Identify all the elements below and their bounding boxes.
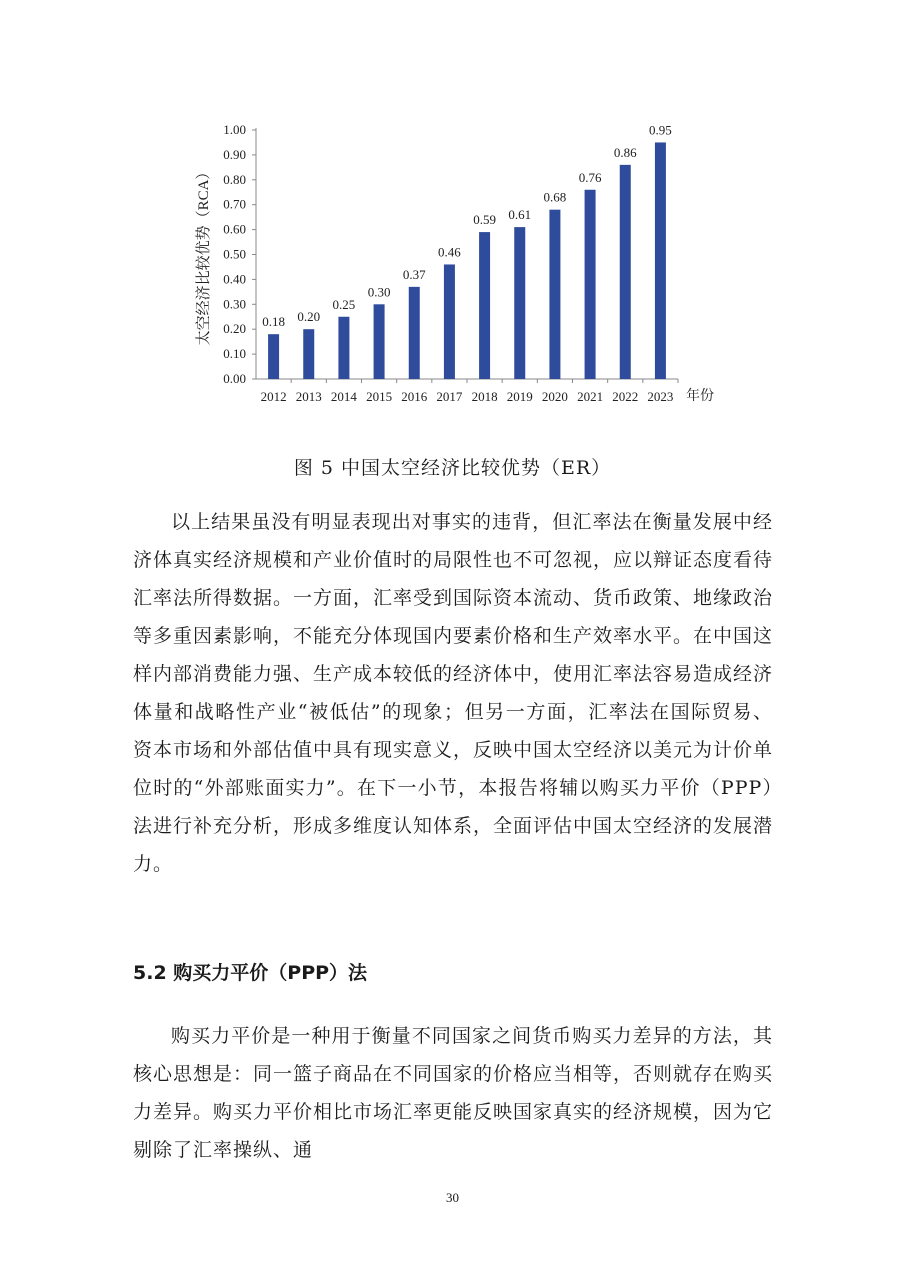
bar-2013 [303, 329, 314, 379]
bar-2014 [338, 317, 349, 379]
x-tick-label-2016: 2016 [401, 389, 428, 404]
bar-2021 [585, 190, 596, 379]
y-tick-label: 0.40 [223, 271, 246, 287]
bar-2015 [374, 304, 385, 379]
bar-value-label-2018: 0.59 [473, 212, 496, 228]
y-tick-label: 0.70 [223, 196, 246, 212]
x-tick-label-2018: 2018 [471, 389, 498, 404]
y-axis-label: 太空经济比较优势（RCA） [196, 164, 212, 346]
x-tick-label-2015: 2015 [366, 389, 393, 404]
x-axis-ticks [261, 379, 678, 404]
bar-value-label-2013: 0.20 [297, 309, 321, 325]
y-tick-label: 0.60 [223, 221, 246, 237]
y-tick-label: 0.10 [223, 346, 246, 362]
section-heading: 5.2 购买力平价（PPP）法 [133, 962, 368, 984]
x-tick-label-2019: 2019 [506, 389, 533, 404]
page-number: 30 [446, 1190, 459, 1205]
bar-value-label-2019: 0.61 [508, 207, 532, 223]
chart-bars [268, 142, 666, 379]
bar-2012 [268, 334, 279, 379]
bar-2023 [655, 142, 666, 379]
y-tick-label: 0.30 [223, 296, 246, 312]
x-tick-label-2017: 2017 [436, 389, 463, 404]
x-tick-label-2021: 2021 [577, 389, 604, 404]
x-tick-label-2020: 2020 [541, 389, 568, 404]
rca-bar-chart [180, 110, 740, 420]
y-tick-label: 0.80 [223, 171, 246, 187]
figure-caption: 图 5 中国太空经济比较优势（ER） [293, 457, 612, 479]
body-paragraph-2: 购买力平价是一种用于衡量不同国家之间货币购买力差异的方法，其核心思想是：同一篮子商品在不同国家的价格应当相等，否则就存在购买力差异。购买力平价相比市场汇率更能反映国家真实的经济规模，因为它剔除了汇率操纵、通 [133, 1025, 774, 1161]
bar-value-label-2023: 0.95 [649, 122, 672, 138]
y-tick-label: 0.50 [223, 246, 246, 262]
bar-value-label-2016: 0.37 [402, 266, 426, 282]
bar-2022 [620, 165, 631, 379]
bar-2016 [409, 287, 420, 379]
bar-value-label-2017: 0.46 [438, 244, 461, 260]
bar-2017 [444, 264, 455, 379]
bar-value-label-2022: 0.86 [613, 144, 637, 160]
x-axis-label: 年份 [686, 389, 714, 404]
bar-value-label-2014: 0.25 [332, 296, 356, 312]
y-tick-label: 0.90 [223, 146, 246, 162]
x-tick-label-2023: 2023 [647, 389, 674, 404]
y-tick-label: 1.00 [223, 122, 246, 137]
bar-value-label-2012: 0.18 [262, 314, 285, 330]
chart-axes [256, 128, 678, 379]
bar-2020 [549, 210, 560, 379]
x-tick-label-2014: 2014 [330, 389, 357, 404]
x-tick-label-2012: 2012 [260, 389, 287, 404]
x-tick-label-2022: 2022 [612, 389, 639, 404]
body-paragraph-1: 以上结果虽没有明显表现出对事实的违背，但汇率法在衡量发展中经济体真实经济规模和产业价值时的局限性也不可忽视，应以辩证态度看待汇率法所得数据。一方面，汇率受到国际资本流动、货币政策、地缘政治等多重因素影响，不能充分体现国内要素价格和生产效率水平。在中国这样内部消费能力强、生产成本较低的经济体中，使用汇率法容易造成经济体量和战略性产业“被低估”的现象；但另一方面，汇率法在国际贸易、资本市场和外部估值中具有现实意义，反映中国太空经济以美元为计价单位时的“外部账面实力”。在下一小节，本报告将辅以购买力平价（PPP）法进行补充分析，形成多维度认知体系，全面评估中国太空经济的发展潜力。 [133, 511, 774, 875]
x-tick-label-2013: 2013 [295, 389, 322, 404]
y-tick-label: 0.20 [223, 321, 246, 337]
y-axis-ticks [223, 122, 256, 386]
y-tick-label: 0.00 [223, 371, 246, 386]
bar-value-label-2020: 0.68 [543, 189, 567, 205]
bar-value-label-2021: 0.76 [578, 169, 602, 185]
bar-2018 [479, 232, 490, 379]
bar-2019 [514, 227, 525, 379]
bar-value-label-2015: 0.30 [367, 284, 391, 300]
bar-value-labels [262, 122, 672, 329]
